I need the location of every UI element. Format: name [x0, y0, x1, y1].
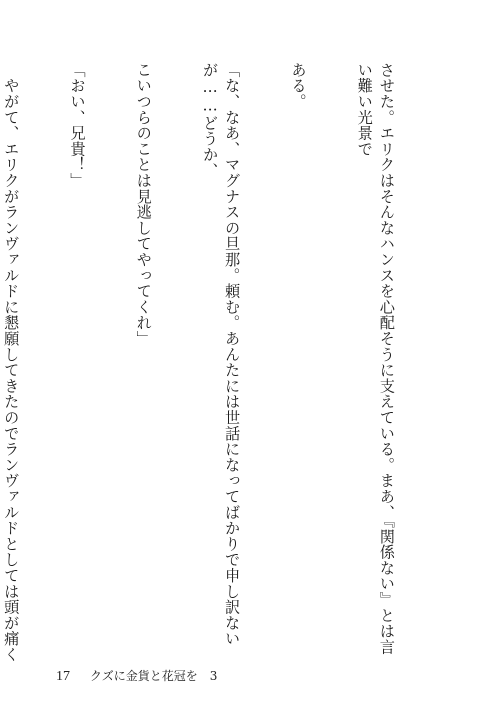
text-line: こいつらのことは見逃してやってくれ」 [134, 62, 153, 347]
text-line: 「おい、兄貴！」 [68, 62, 87, 189]
text-line: ある。 [289, 62, 308, 110]
text-line: 「な、なあ、マグナスの旦那。頼む。あんたには世話になってばかりで申し訳ないが……どうか、 [201, 62, 242, 647]
text-line: させた。エリクはそんなハンスを心配そうに支えている。まあ、『関係ない』とは言い難い光景で [355, 62, 396, 655]
page-footer [56, 669, 217, 684]
vertical-body-text [2, 62, 442, 668]
page-number: 17 [56, 669, 70, 684]
text-line: やがて、エリクがランヴァルドに懇願してきたのでランヴァルドとしては頭が痛く [2, 77, 21, 663]
book-title: クズに金貨と花冠を 3 [89, 669, 218, 683]
